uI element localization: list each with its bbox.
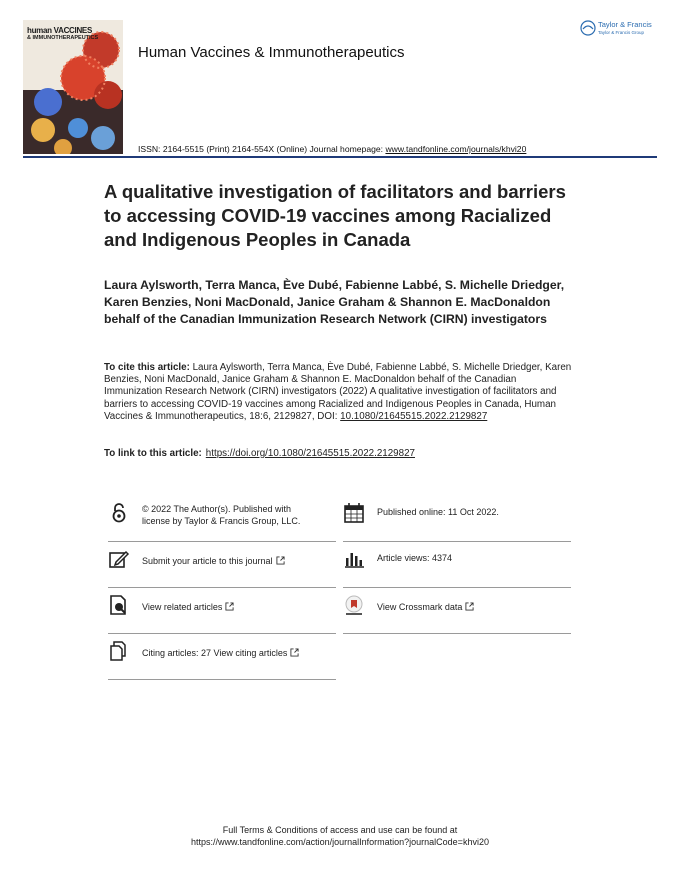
footer-terms-line: Full Terms & Conditions of access and use can be found at xyxy=(222,825,458,835)
article-authors: Laura Aylsworth, Terra Manca, Ève Dubé, Fabienne Labbé, S. Michelle Driedger, Karen Benzies, Noni MacDonald, Janice Graham & Shannon E. MacDonaldon behalf of the Canadian Immunization Research Network (CIRN) investigators xyxy=(104,278,565,326)
submit-article-link[interactable]: Submit your article to this journal xyxy=(142,556,273,566)
cover-title-line2: & IMMUNOTHERAPEUTICS xyxy=(27,35,99,41)
article-doi-link[interactable]: https://doi.org/10.1080/21645515.2022.2129827 xyxy=(205,448,415,459)
article-views-cell xyxy=(343,548,571,578)
journal-cover-image xyxy=(23,20,123,154)
submit-article-cell[interactable] xyxy=(108,548,336,578)
related-articles-cell[interactable] xyxy=(108,594,336,624)
publisher-logo-icon xyxy=(580,20,596,36)
publisher-name: Taylor & Francis xyxy=(598,20,652,29)
citation-text: Laura Aylsworth, Terra Manca, Ève Dubé, Fabienne Labbé, S. Michelle Driedger, Karen Benzies, Noni MacDonald, Janice Graham & Shannon E. MacDonaldon behalf of the Canadian Immunization Research Network (CIRN) investigators (2022) A qualitative investigation of facilitators and barriers to accessing COVID-19 vaccines among Racialized and Indigenous Peoples in Canada, Human Vaccines & Immunotherapeutics, 18:6, 2129827, DOI: xyxy=(104,362,572,422)
citation-label: To cite this article: xyxy=(104,362,190,373)
citing-articles-cell[interactable] xyxy=(108,640,336,670)
link-label: To link to this article: xyxy=(104,448,202,459)
footer-terms-url[interactable]: https://www.tandfonline.com/action/journalInformation?journalCode=khvi20 xyxy=(191,837,489,847)
external-link-icon xyxy=(290,648,299,657)
grid-divider xyxy=(108,587,336,588)
article-link-line xyxy=(104,448,576,459)
edit-icon xyxy=(108,548,130,570)
grid-divider xyxy=(343,633,571,634)
citation-doi-link[interactable]: 10.1080/21645515.2022.2129827 xyxy=(340,410,488,422)
journal-title: Human Vaccines & Immunotherapeutics xyxy=(138,44,405,61)
open-access-line1: © 2022 The Author(s). Published with xyxy=(142,504,292,514)
related-articles-link[interactable]: View related articles xyxy=(142,602,223,612)
cover-title-line1: human VACCINES xyxy=(27,26,92,35)
citation-block xyxy=(104,362,576,423)
crossmark-cell[interactable] xyxy=(343,594,571,624)
grid-divider xyxy=(108,679,336,680)
publisher-subtitle: Taylor & Francis Group xyxy=(598,30,645,35)
grid-divider xyxy=(343,587,571,588)
open-access-icon xyxy=(108,502,130,524)
crossmark-link[interactable]: View Crossmark data xyxy=(377,602,463,612)
citing-articles-link[interactable]: Citing articles: 27 View citing articles xyxy=(142,648,288,658)
grid-divider xyxy=(343,541,571,542)
search-document-icon xyxy=(108,594,130,616)
article-views-count: Article views: 4374 xyxy=(377,553,453,563)
header-divider xyxy=(23,156,657,158)
external-link-icon xyxy=(225,602,234,611)
crossmark-icon xyxy=(343,594,365,616)
bar-chart-icon xyxy=(343,548,365,570)
copy-icon xyxy=(108,640,130,662)
article-title: A qualitative investigation of facilitators and barriers to accessing COVID-19 vaccines among Racialized and Indigenous Peoples in Canada xyxy=(104,181,566,250)
open-access-line2: license by Taylor & Francis Group, LLC. xyxy=(142,515,301,526)
calendar-icon xyxy=(343,502,365,524)
open-access-cell xyxy=(108,502,336,532)
grid-divider xyxy=(108,633,336,634)
external-link-icon xyxy=(276,556,285,565)
journal-homepage-link[interactable]: www.tandfonline.com/journals/khvi20 xyxy=(385,144,527,154)
issn-text: ISSN: 2164-5515 (Print) 2164-554X (Online) Journal homepage: xyxy=(138,144,386,154)
issn-line xyxy=(138,144,526,154)
grid-divider xyxy=(108,541,336,542)
external-link-icon xyxy=(465,602,474,611)
published-cell xyxy=(343,502,571,532)
published-date: Published online: 11 Oct 2022. xyxy=(377,507,499,517)
